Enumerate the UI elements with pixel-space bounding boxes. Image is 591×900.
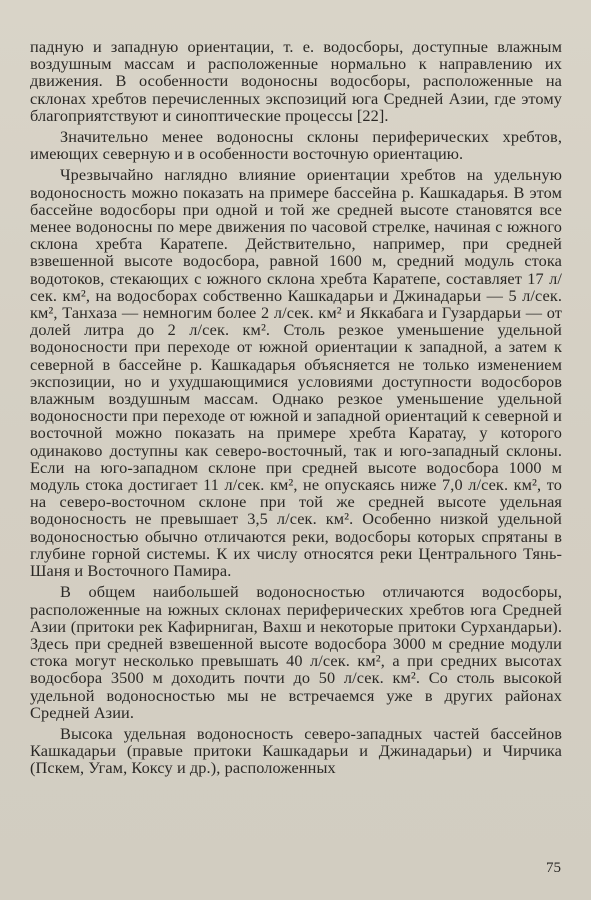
paragraph-4: В общем наибольшей водоносностью отличаются водосборы, расположенные на южных склонах периферических хребтов юга Средней Азии (притоки рек Кафирниган, Вахш и некоторые притоки Сурхандарьи). Здесь при средней взвешенной высоте водосбора 3000 м средние модули стока могут несколько превышать 40 л/сек. км², а при средних высотах водосбора 3500 м доходить почти до 50 л/сек. км². Со столь высокой удельной водоносностью мы не встречаемся уже в других районах Средней Азии. — [30, 582, 562, 722]
page-number: 75 — [546, 860, 561, 876]
body-text — [30, 38, 562, 781]
paragraph-1: падную и западную ориентации, т. е. водосборы, доступные влажным воздушным массам и расположенные нормально к направлению их движения. В особенности водоносны водосборы, расположенные на склонах хребтов перечисленных экспозиций юга Средней Азии, где этому благоприятствуют и синоптические процессы [22]. — [30, 37, 562, 125]
paragraph-3: Чрезвычайно наглядно влияние ориентации хребтов на удельную водоносность можно показать на примере бассейна р. Кашкадарья. В этом бассейне водосборы при одной и той же средней высоте становятся все менее водоносны по мере движения по часовой стрелке, начиная с южного склона хребта Каратепе. Действительно, например, при средней взвешенной высоте водосбора, равной 1600 м, средний модуль стока водотоков, стекающих с южного склона хребта Каратепе, составляет 17 л/сек. км², на водосборах собственно Кашкадарьи и Джинадарьи — 5 л/сек. км², Танхаза — немногим более 2 л/сек. км² и Яккабага и Гузардарьи — от долей литра до 2 л/сек. км². Столь резкое уменьшение удельной водоносности при переходе от южной ориентации к западной, а затем к северной в бассейне р. Кашкадарья объясняется не только изменением экспозиции, но и ухудшающимися условиями доступности водосборов влажным воздушным массам. Однако резкое уменьшение удельной водоносности при переходе от южной и западной ориентаций к северной и восточной можно показать на примере хребта Каратау, у которого одинаково доступны как северо-восточный, так и юго-западный склоны. Если на юго-западном склоне при средней высоте водосбора 1000 м модуль стока достигает 11 л/сек. км², не опускаясь ниже 7,0 л/сек. км², то на северо-восточном склоне при той же средней высоте удельная водоносность не превышает 3,5 л/сек. км². Особенно низкой удельной водоносностью обычно отличаются реки, водосборы которых спрятаны в глубине горной системы. К их числу относятся реки Центрального Тянь-Шаня и Восточного Памира. — [30, 165, 562, 581]
paragraph-5: Высока удельная водоносность северо-западных частей бассейнов Кашкадарьи (правые притоки Кашкадарьи и Джинадарьи) и Чирчика (Пскем, Угам, Коксу и др.), расположенных — [30, 723, 562, 778]
paragraph-2: Значительно менее водоносны склоны периферических хребтов, имеющих северную и в особенности восточную ориентацию. — [30, 127, 562, 164]
